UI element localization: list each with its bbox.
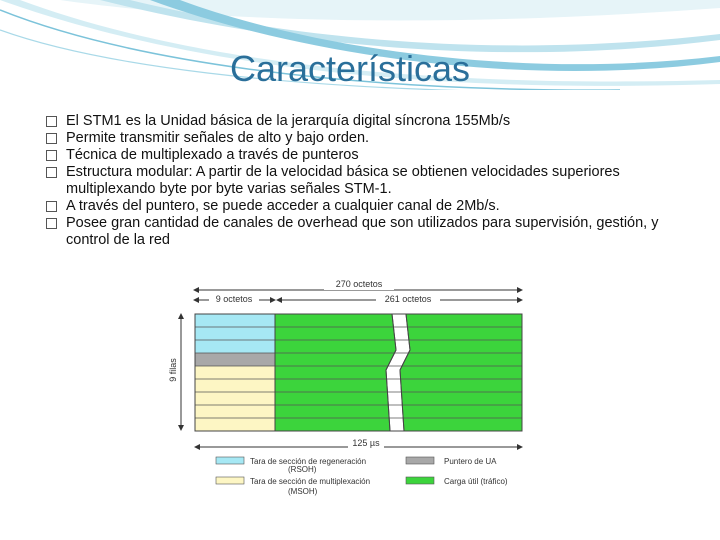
bullet-list	[44, 113, 684, 249]
bullet-item: El STM1 es la Unidad básica de la jerarquía digital síncrona 155Mb/s	[44, 113, 684, 130]
legend-pointer-label: Puntero de UA	[444, 457, 497, 466]
legend-rsoh-abbr: (RSOH)	[288, 465, 317, 474]
bullet-item: A través del puntero, se puede acceder a cualquier canal de 2Mb/s.	[44, 198, 684, 215]
bullet-item: Estructura modular: A partir de la velocidad básica se obtienen velocidades superiores multiplexando byte por byte varias señales STM-1.	[44, 164, 684, 198]
legend-payload-swatch	[406, 477, 434, 484]
bullet-box-icon	[46, 167, 57, 178]
label-rows: 9 filas	[168, 358, 178, 382]
bullet-box-icon	[46, 116, 57, 127]
bullet-box-icon	[46, 133, 57, 144]
stm1-frame-diagram	[164, 270, 544, 498]
bullet-box-icon	[46, 201, 57, 212]
rsoh-block	[195, 314, 275, 353]
bullet-box-icon	[46, 218, 57, 229]
legend-pointer-swatch	[406, 457, 434, 464]
label-time: 125 µs	[352, 438, 380, 448]
legend-msoh-abbr: (MSOH)	[288, 487, 318, 496]
bullet-box-icon	[46, 150, 57, 161]
bullet-item: Permite transmitir señales de alto y bajo orden.	[44, 130, 684, 147]
label-payload: 261 octetos	[384, 294, 432, 304]
legend-rsoh-swatch	[216, 457, 244, 464]
msoh-block	[195, 366, 275, 431]
bullet-item: Técnica de multiplexado a través de punteros	[44, 147, 684, 164]
label-header: 9 octetos	[215, 294, 253, 304]
legend-msoh-label: Tara de sección de multiplexación	[250, 477, 371, 486]
legend-payload-label: Carga útil (tráfico)	[444, 477, 508, 486]
legend-msoh-swatch	[216, 477, 244, 484]
label-total: 270 octetos	[335, 279, 383, 289]
page-title: Características	[229, 48, 471, 89]
legend-rsoh-label: Tara de sección de regeneración	[250, 457, 367, 466]
bullet-item: Posee gran cantidad de canales de overhead que son utilizados para supervisión, gestión, y control de la red	[44, 215, 684, 249]
pointer-block	[195, 353, 275, 366]
